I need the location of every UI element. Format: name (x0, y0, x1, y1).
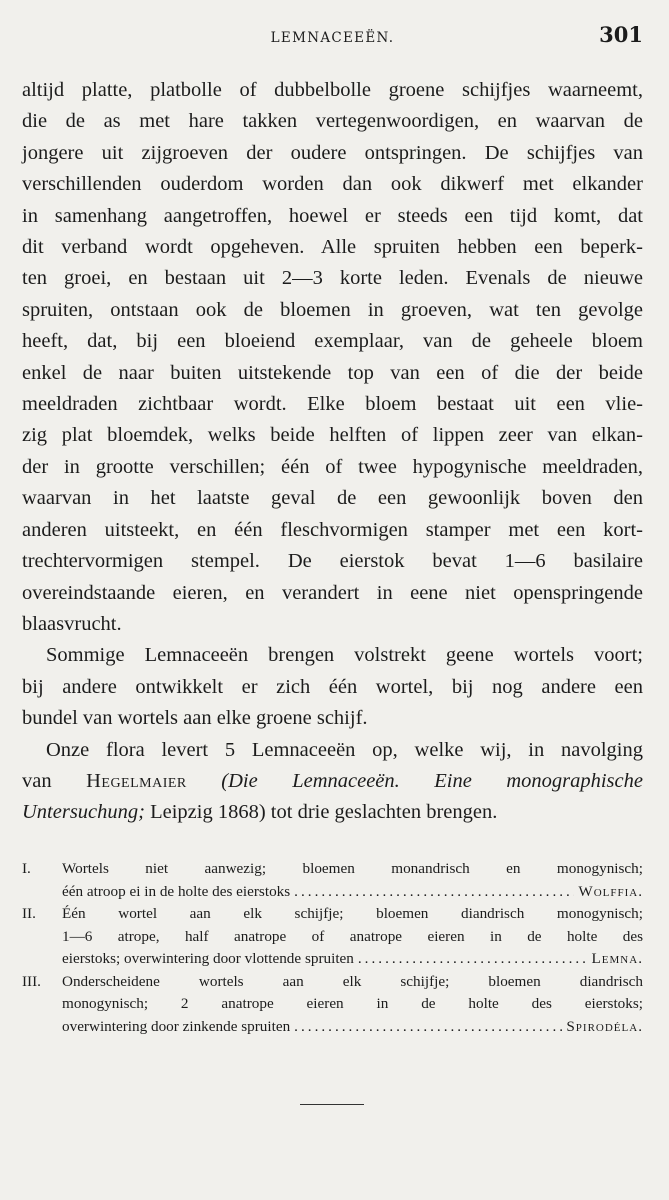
text-line: ten groei, en bestaan uit 2—3 korte leden. Evenals de nieuwe (22, 267, 643, 290)
book-title-cont: Untersuchung; (22, 801, 145, 824)
text-line: meeldraden zichtbaar wordt. Elke bloem bestaat uit een vlie- (22, 393, 643, 416)
identification-key (22, 858, 643, 1038)
text-line: trechtervormigen stempel. De eierstok bevat 1—6 basilaire (22, 550, 643, 573)
paragraph-3 (22, 735, 643, 829)
key-entry (22, 858, 643, 903)
text-line: der in grootte verschillen; één of twee hypogynische meeldraden, (22, 455, 643, 478)
running-head: LEMNACEEËN. (270, 30, 395, 46)
text-line: die de as met hare takken vertegenwoordigen, en waarvan de (22, 110, 643, 133)
key-text: overwintering door zinkende spruiten (62, 1017, 291, 1035)
page-header (22, 22, 643, 56)
text-line: in samenhang aangetroffen, hoewel er steeds een tijd komt, dat (22, 204, 643, 227)
genus-name: Spirodéla. (566, 1017, 643, 1035)
text-line (22, 797, 643, 828)
end-rule (300, 1104, 364, 1105)
text-line: bij andere ontwikkelt er zich één wortel, bij nog andere een (22, 675, 643, 698)
text-line: jongere uit zijgroeven der oudere ontspringen. De schijfjes van (22, 141, 643, 164)
text-line: altijd platte, platbolle of dubbelbolle groene schijfjes waarneemt, (22, 79, 643, 101)
paragraph-1 (22, 75, 643, 640)
text-line: verschillenden ouderdom worden dan ook dikwerf met elkander (22, 173, 643, 196)
paragraph-2 (22, 640, 643, 734)
key-line: Één wortel aan elk schijfje; bloemen diandrisch monogynisch; (62, 905, 643, 922)
genus-name: Wolffia. (578, 882, 643, 900)
genus-name: Lemna. (591, 950, 643, 967)
text-line: zig plat bloemdek, welks beide helften of lippen zeer van elkan- (22, 424, 643, 447)
text-line: dit verband wordt opgeheven. Alle spruiten hebben een beperk- (22, 236, 643, 259)
text-line: heeft, dat, bij een bloeiend exemplaar, van de geheele bloem (22, 330, 643, 353)
text-line: blaasvrucht. (22, 612, 122, 635)
text-line: Onze flora levert 5 Lemnaceeën op, welke wij, in navolging (46, 738, 643, 761)
page-number: 301 (599, 22, 643, 47)
text-line: anderen uitsteekt, en één fleschvormigen stamper met een kort- (22, 518, 643, 541)
text-line (22, 766, 643, 797)
text-line: bundel van wortels aan elke groene schijf. (22, 707, 368, 730)
text-line: spruiten, ontstaan ook de bloemen in groeven, wat ten gevolge (22, 298, 643, 321)
book-title: (Die Lemnaceeën. Eine monographische (186, 769, 643, 792)
key-line: 1—6 atrope, half anatrope of anatrope eieren in de holte des (62, 927, 643, 945)
text-fragment: van (22, 769, 87, 792)
text-line: Sommige Lemnaceeën brengen volstrekt geene wortels voort; (46, 644, 643, 667)
dot-leader (358, 948, 588, 971)
key-text: één atroop ei in de holte des eierstoks (62, 882, 291, 900)
key-line: monogynisch; 2 anatrope eieren in de holte des eierstoks; (62, 995, 643, 1012)
key-line-final (62, 881, 643, 904)
key-entry (22, 971, 643, 1039)
text-line: waarvan in het laatste geval de een gewoonlijk boven den (22, 487, 643, 510)
body-text (22, 75, 643, 829)
key-line: Wortels niet aanwezig; bloemen monandrisch en monogynisch; (62, 860, 643, 877)
key-line-final (62, 1016, 643, 1039)
text-line: overeindstaande eieren, en verandert in eene niet openspringende (22, 581, 643, 604)
key-number: I. (22, 860, 31, 877)
key-number: II. (22, 905, 36, 922)
key-number: III. (22, 972, 41, 990)
key-text: eierstoks; overwintering door vlottende spruiten (62, 950, 354, 967)
dot-leader (294, 881, 574, 904)
text-line: enkel de naar buiten uitstekende top van een of die der beide (22, 361, 643, 384)
key-line-final (62, 948, 643, 971)
key-entry (22, 903, 643, 971)
dot-leader (294, 1016, 562, 1039)
key-line: Onderscheidene wortels aan elk schijfje; bloemen diandrisch (62, 972, 643, 990)
author-name: Hegelmaier (86, 769, 187, 792)
text-fragment: Leipzig 1868) tot drie geslachten brengen. (144, 801, 498, 824)
